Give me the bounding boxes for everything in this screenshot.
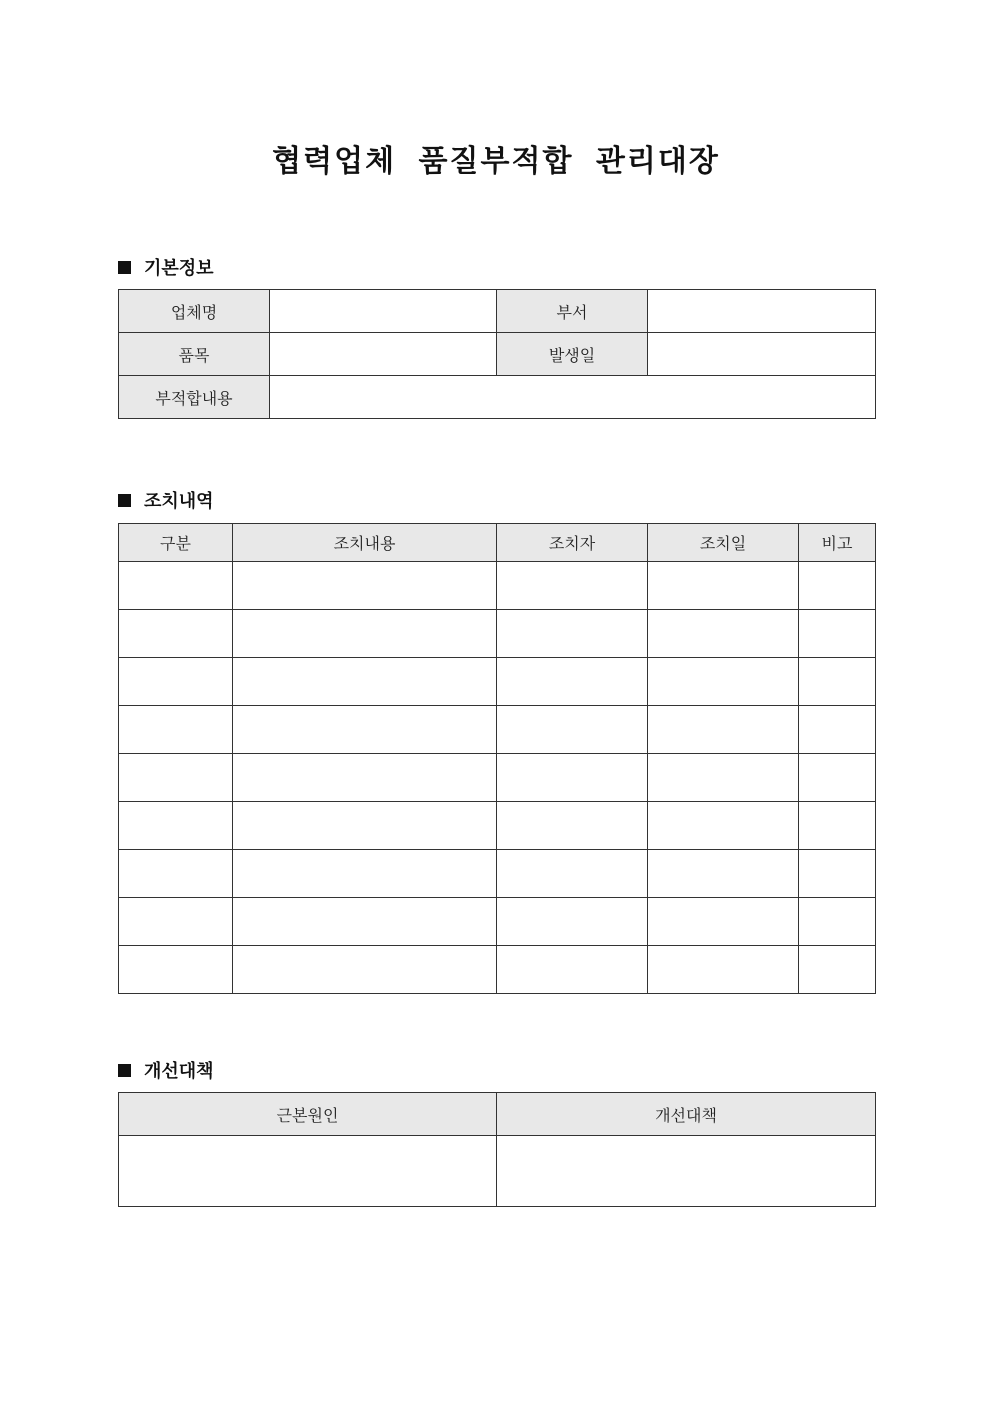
action-date-cell[interactable] xyxy=(648,658,799,706)
table-row xyxy=(119,290,876,333)
action-person-cell[interactable] xyxy=(497,946,648,994)
action-person-cell[interactable] xyxy=(497,562,648,610)
occurrence-date-label: 발생일 xyxy=(497,333,648,376)
category-cell[interactable] xyxy=(119,706,233,754)
action-detail-cell[interactable] xyxy=(233,658,497,706)
remarks-cell[interactable] xyxy=(799,754,876,802)
remarks-cell[interactable] xyxy=(799,706,876,754)
category-cell[interactable] xyxy=(119,802,233,850)
action-detail-cell[interactable] xyxy=(233,562,497,610)
action-person-cell[interactable] xyxy=(497,610,648,658)
table-row xyxy=(119,802,876,850)
table-row xyxy=(119,850,876,898)
action-person-cell[interactable] xyxy=(497,706,648,754)
remarks-cell[interactable] xyxy=(799,946,876,994)
action-person-cell[interactable] xyxy=(497,658,648,706)
action-date-cell[interactable] xyxy=(648,802,799,850)
table-row xyxy=(119,376,876,419)
section-heading-improvement xyxy=(118,1057,214,1083)
section-heading-label: 개선대책 xyxy=(144,1061,214,1082)
remarks-cell[interactable] xyxy=(799,610,876,658)
category-cell[interactable] xyxy=(119,946,233,994)
remarks-cell[interactable] xyxy=(799,562,876,610)
category-cell[interactable] xyxy=(119,610,233,658)
table-header-row xyxy=(119,1093,876,1136)
action-detail-cell[interactable] xyxy=(233,898,497,946)
action-detail-cell[interactable] xyxy=(233,946,497,994)
remarks-cell[interactable] xyxy=(799,898,876,946)
occurrence-date-field[interactable] xyxy=(648,333,876,376)
section-heading-actions xyxy=(118,487,214,513)
table-header-row xyxy=(119,524,876,562)
company-label: 업체명 xyxy=(119,290,270,333)
action-detail-cell[interactable] xyxy=(233,850,497,898)
action-date-cell[interactable] xyxy=(648,898,799,946)
action-detail-cell[interactable] xyxy=(233,610,497,658)
remarks-cell[interactable] xyxy=(799,802,876,850)
category-cell[interactable] xyxy=(119,850,233,898)
action-date-cell[interactable] xyxy=(648,562,799,610)
action-date-cell[interactable] xyxy=(648,946,799,994)
category-cell[interactable] xyxy=(119,754,233,802)
column-header-category: 구분 xyxy=(119,524,233,562)
column-header-countermeasure: 개선대책 xyxy=(497,1093,876,1136)
root-cause-field[interactable] xyxy=(119,1136,497,1207)
action-date-cell[interactable] xyxy=(648,706,799,754)
action-detail-cell[interactable] xyxy=(233,754,497,802)
column-header-action-detail: 조치내용 xyxy=(233,524,497,562)
table-row xyxy=(119,658,876,706)
table-row xyxy=(119,706,876,754)
department-label: 부서 xyxy=(497,290,648,333)
action-date-cell[interactable] xyxy=(648,610,799,658)
nonconformity-label: 부적합내용 xyxy=(119,376,270,419)
column-header-root-cause: 근본원인 xyxy=(119,1093,497,1136)
item-field[interactable] xyxy=(270,333,497,376)
countermeasure-field[interactable] xyxy=(497,1136,876,1207)
basic-info-table xyxy=(118,289,876,419)
action-date-cell[interactable] xyxy=(648,754,799,802)
table-row xyxy=(119,610,876,658)
table-row xyxy=(119,1136,876,1207)
page-title: 협력업체 품질부적합 관리대장 xyxy=(272,144,720,179)
action-detail-cell[interactable] xyxy=(233,706,497,754)
category-cell[interactable] xyxy=(119,658,233,706)
table-row xyxy=(119,898,876,946)
table-row xyxy=(119,946,876,994)
department-field[interactable] xyxy=(648,290,876,333)
action-person-cell[interactable] xyxy=(497,754,648,802)
table-row xyxy=(119,562,876,610)
item-label: 품목 xyxy=(119,333,270,376)
category-cell[interactable] xyxy=(119,562,233,610)
section-heading-label: 기본정보 xyxy=(144,258,214,279)
company-field[interactable] xyxy=(270,290,497,333)
black-square-icon xyxy=(118,261,131,274)
section-heading-basic-info xyxy=(118,254,214,280)
category-cell[interactable] xyxy=(119,898,233,946)
action-detail-cell[interactable] xyxy=(233,802,497,850)
black-square-icon xyxy=(118,494,131,507)
action-history-table xyxy=(118,523,876,994)
improvement-table xyxy=(118,1092,876,1207)
action-person-cell[interactable] xyxy=(497,898,648,946)
table-row xyxy=(119,333,876,376)
column-header-action-person: 조치자 xyxy=(497,524,648,562)
column-header-action-date: 조치일 xyxy=(648,524,799,562)
nonconformity-field[interactable] xyxy=(270,376,876,419)
action-person-cell[interactable] xyxy=(497,802,648,850)
action-person-cell[interactable] xyxy=(497,850,648,898)
action-date-cell[interactable] xyxy=(648,850,799,898)
black-square-icon xyxy=(118,1064,131,1077)
table-row xyxy=(119,754,876,802)
section-heading-label: 조치내역 xyxy=(144,491,214,512)
column-header-remarks: 비고 xyxy=(799,524,876,562)
remarks-cell[interactable] xyxy=(799,658,876,706)
remarks-cell[interactable] xyxy=(799,850,876,898)
